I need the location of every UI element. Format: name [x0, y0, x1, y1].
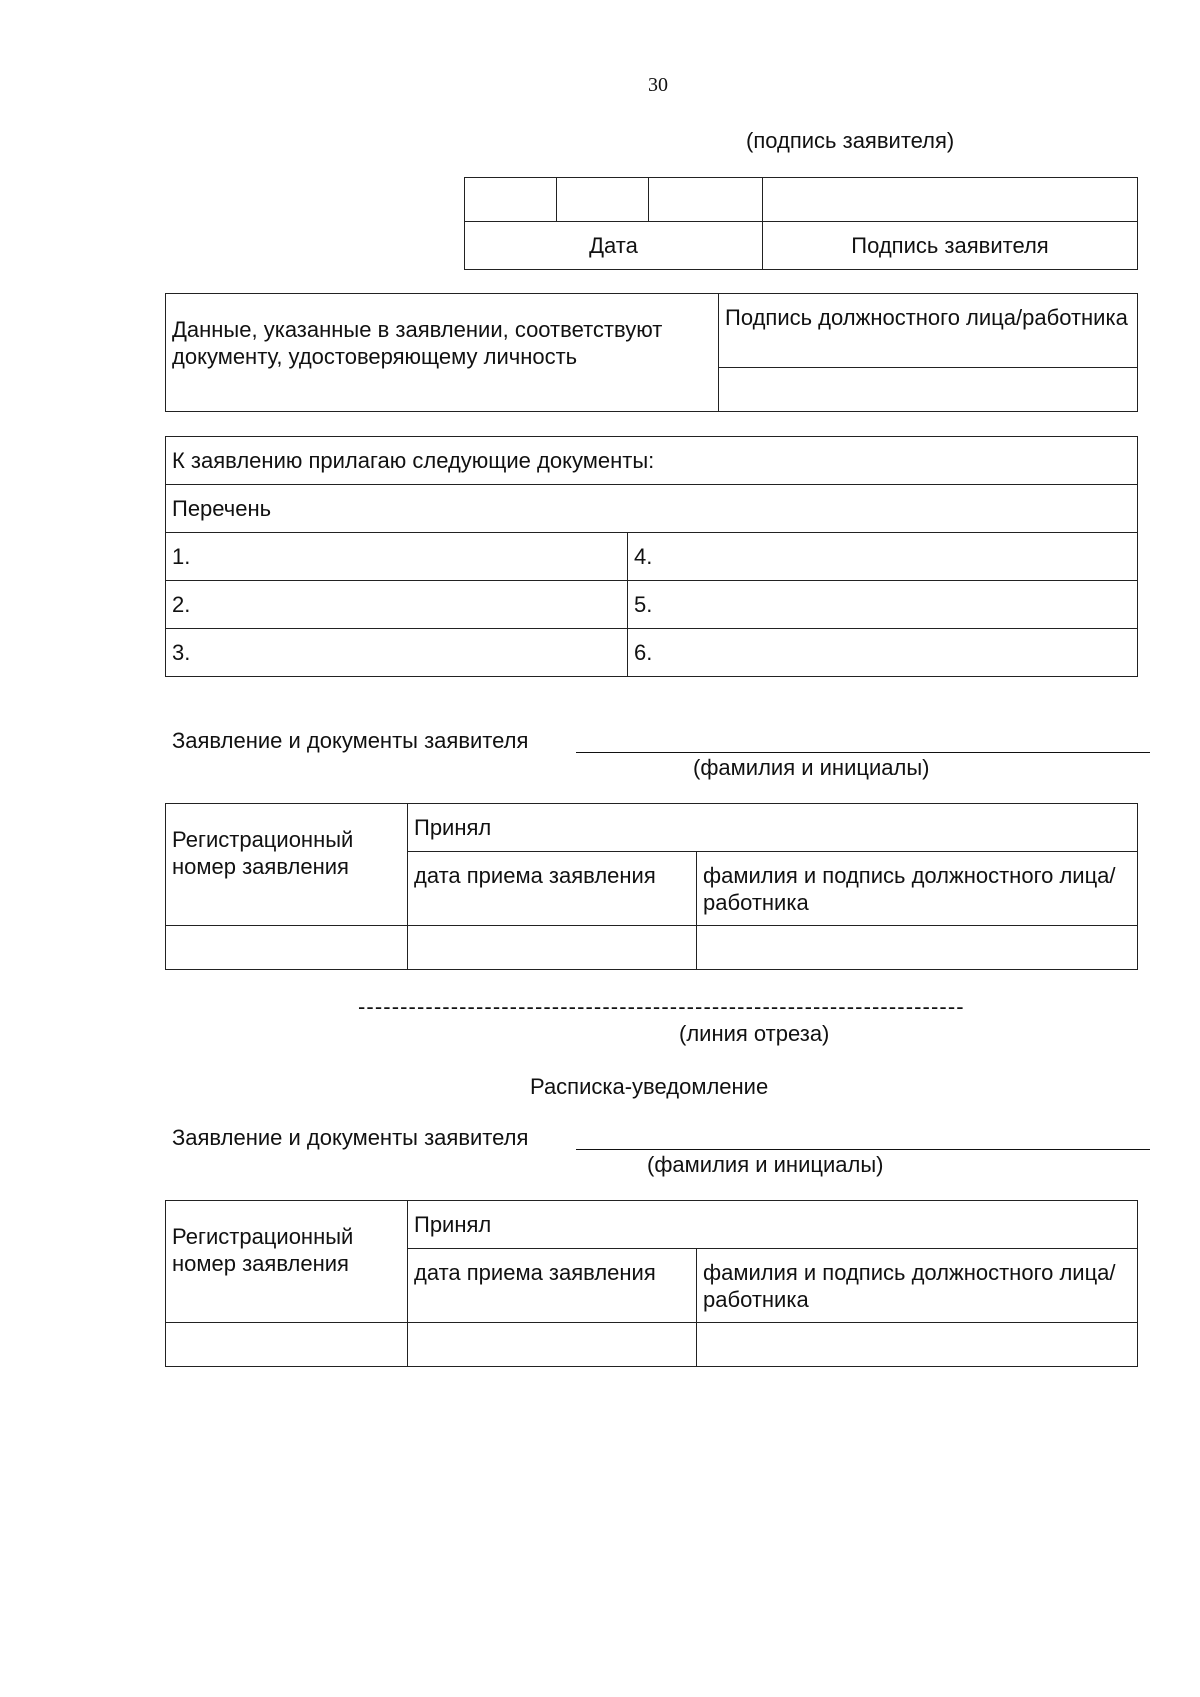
applicant-signature-label: Подпись заявителя — [763, 222, 1138, 270]
official-name-signature-cell[interactable] — [697, 926, 1138, 970]
receipt-title: Расписка-уведомление — [530, 1074, 769, 1099]
registration-table-2 — [165, 1200, 1138, 1367]
registration-number-cell[interactable] — [166, 1323, 408, 1367]
date-month-cell[interactable] — [557, 178, 649, 222]
cut-line-caption: (линия отреза) — [679, 1021, 830, 1046]
applicant-name-line-2[interactable] — [576, 1149, 1150, 1150]
acceptance-date-label: дата приема заявления — [408, 1249, 697, 1323]
acceptance-date-cell[interactable] — [408, 926, 697, 970]
documents-list-label: Перечень — [166, 485, 1138, 533]
official-name-signature-cell[interactable] — [697, 1323, 1138, 1367]
registration-number-label: Регистрационный номер заявления — [166, 804, 408, 926]
statement-text-2: Заявление и документы заявителя — [172, 1125, 529, 1150]
registration-table-1 — [165, 803, 1138, 970]
accepted-label: Принял — [408, 804, 1138, 852]
cut-line: ------------------------------------------------------------------------ — [358, 994, 965, 1019]
identity-verification-text: Данные, указанные в заявлении, соответствуют документу, удостоверяющему личность — [166, 294, 719, 412]
date-year-cell[interactable] — [649, 178, 763, 222]
name-caption-2: (фамилия и инициалы) — [647, 1152, 884, 1177]
date-label: Дата — [465, 222, 763, 270]
acceptance-date-cell[interactable] — [408, 1323, 697, 1367]
date-day-cell[interactable] — [465, 178, 557, 222]
document-item-3[interactable]: 3. — [166, 629, 628, 677]
official-name-signature-label: фамилия и подпись должностного лица/работника — [697, 852, 1138, 926]
applicant-signature-cell[interactable] — [763, 178, 1138, 222]
attached-documents-table — [165, 436, 1138, 677]
acceptance-date-label: дата приема заявления — [408, 852, 697, 926]
accepted-label: Принял — [408, 1201, 1138, 1249]
document-item-4[interactable]: 4. — [628, 533, 1138, 581]
name-caption-1: (фамилия и инициалы) — [693, 755, 930, 780]
document-item-5[interactable]: 5. — [628, 581, 1138, 629]
identity-verification-table — [165, 293, 1138, 412]
registration-number-label: Регистрационный номер заявления — [166, 1201, 408, 1323]
top-signature-caption: (подпись заявителя) — [746, 128, 955, 153]
registration-number-cell[interactable] — [166, 926, 408, 970]
document-item-6[interactable]: 6. — [628, 629, 1138, 677]
applicant-name-line-1[interactable] — [576, 752, 1150, 753]
document-item-1[interactable]: 1. — [166, 533, 628, 581]
statement-text-1: Заявление и документы заявителя — [172, 728, 529, 753]
official-signature-label: Подпись должностного лица/работника — [719, 294, 1138, 368]
documents-header: К заявлению прилагаю следующие документы: — [166, 437, 1138, 485]
official-name-signature-label: фамилия и подпись должностного лица/работника — [697, 1249, 1138, 1323]
page-number: 30 — [648, 74, 668, 96]
official-signature-cell[interactable] — [719, 368, 1138, 412]
document-item-2[interactable]: 2. — [166, 581, 628, 629]
date-signature-table — [464, 177, 1138, 270]
